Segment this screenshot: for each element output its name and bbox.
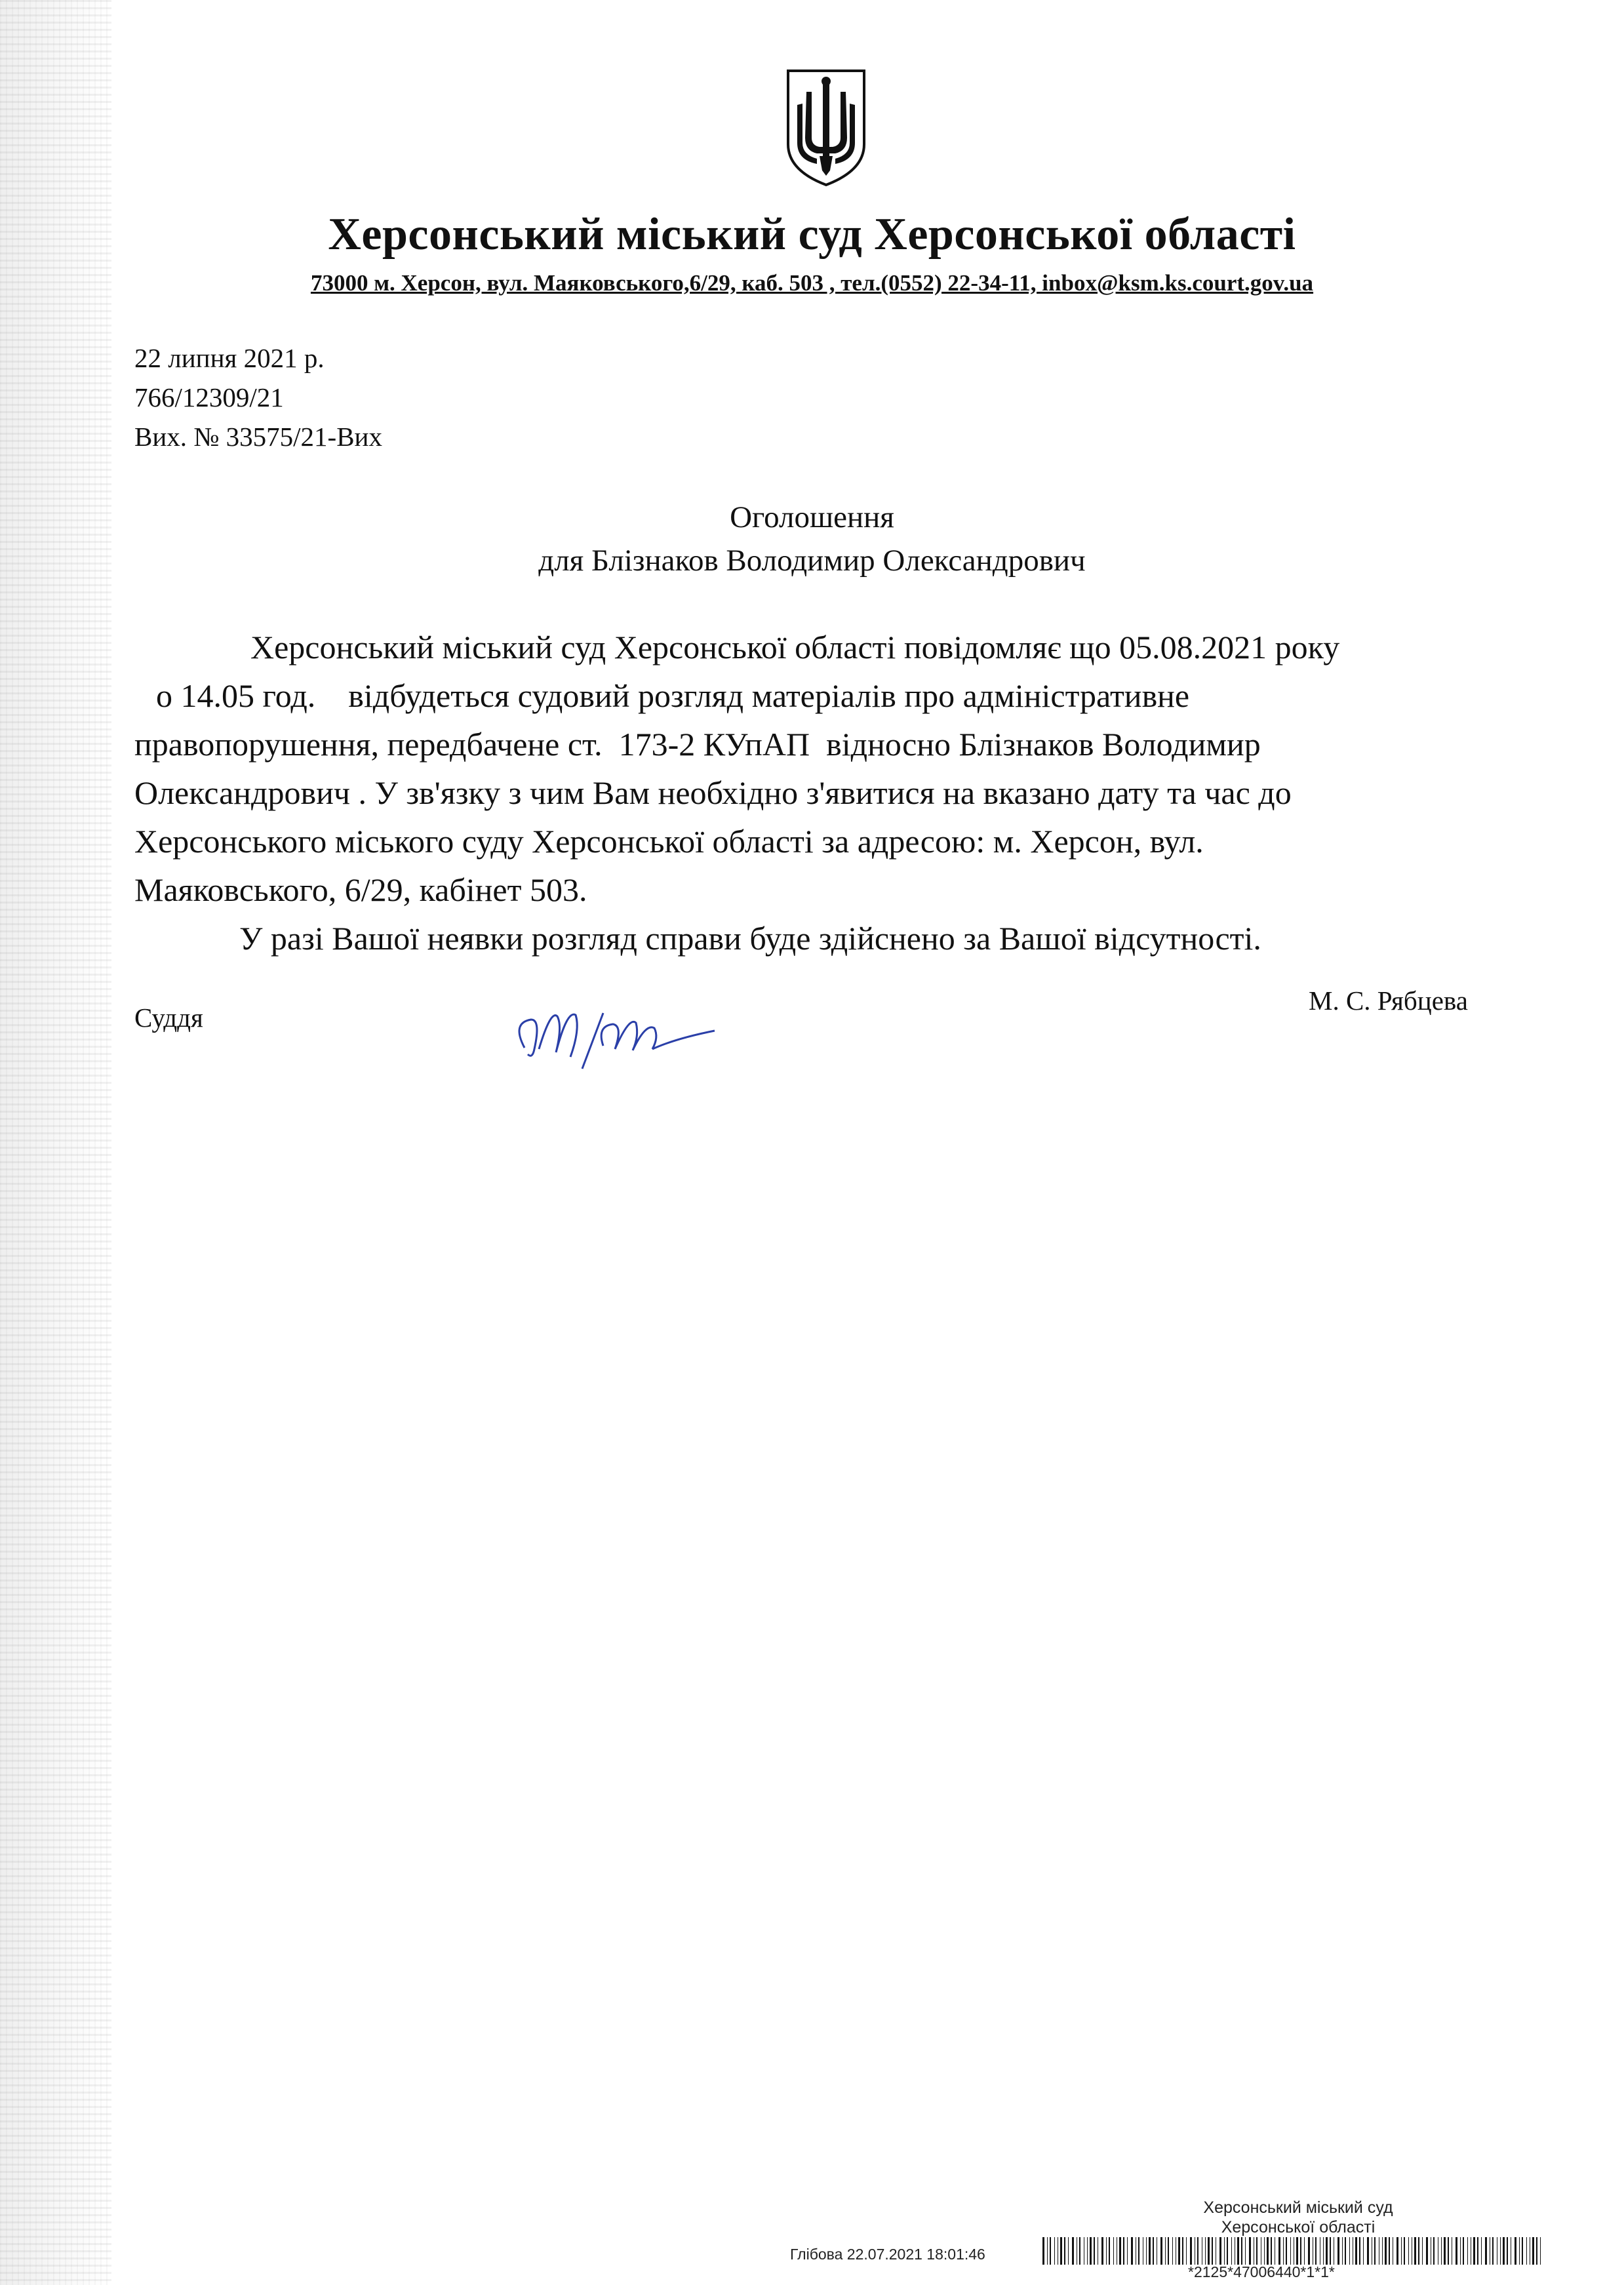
scan-noise-edge (0, 0, 111, 2285)
court-title: Херсонський міський суд Херсонської області (328, 209, 1296, 260)
stamp-court-line-2: Херсонської області (1221, 2218, 1376, 2236)
stamp-clerk-and-time: Глібова 22.07.2021 18:01:46 (790, 2246, 985, 2263)
barcode-bar (1441, 2237, 1442, 2265)
barcode-bar (1444, 2237, 1446, 2265)
barcode-bar (1389, 2237, 1390, 2265)
barcode-bar (1345, 2237, 1346, 2265)
barcode-bar (1224, 2237, 1225, 2265)
registration-stamp (1174, 2198, 1423, 2237)
barcode-bar (1123, 2237, 1124, 2265)
barcode-text: *2125*47006440*1*1* (1188, 2263, 1335, 2280)
body-line-1: Херсонський міський суд Херсонської області повідомляє що 05.08.2021 року (250, 629, 1340, 666)
body-line-5: Херсонського міського суду Херсонської області за адресою: м. Херсон, вул. (134, 823, 1204, 860)
barcode-bar (1448, 2237, 1449, 2265)
barcode-bar (1090, 2237, 1092, 2265)
notice-title: Оголошення (730, 500, 894, 534)
barcode-bar (1304, 2237, 1305, 2265)
barcode-bar (1401, 2237, 1402, 2265)
barcode-bar (1101, 2237, 1103, 2265)
barcode-bar (1500, 2237, 1501, 2265)
barcode-bar (1231, 2237, 1232, 2265)
barcode-bar (1286, 2237, 1287, 2265)
judge-role-label: Суддя (134, 1003, 203, 1033)
barcode-bar (1323, 2237, 1324, 2265)
barcode-bar (1153, 2237, 1154, 2265)
barcode-bar (1138, 2237, 1139, 2265)
barcode-bar (1109, 2237, 1110, 2265)
barcode-bar (1396, 2237, 1398, 2265)
barcode-bar (1197, 2237, 1198, 2265)
barcode-bar (1205, 2237, 1206, 2265)
barcode-bar (1522, 2237, 1523, 2265)
barcode-bar (1315, 2237, 1317, 2265)
barcode-bar (1068, 2237, 1069, 2265)
body-line-2: о 14.05 год. відбудеться судовий розгляд матеріалів про адміністративне (156, 677, 1190, 714)
barcode-bar (1456, 2237, 1457, 2265)
barcode-bar (1241, 2237, 1242, 2265)
barcode-bar (1072, 2237, 1074, 2265)
judge-name: М. С. Рябцева (1309, 985, 1468, 1016)
barcode-bar (1382, 2237, 1383, 2265)
barcode-bar (1267, 2237, 1269, 2265)
barcode-bar (1330, 2237, 1331, 2265)
barcode-bar (1131, 2237, 1133, 2265)
barcode-bar (1507, 2237, 1508, 2265)
barcode-bar (1249, 2237, 1251, 2265)
barcode-bar (1079, 2237, 1080, 2265)
barcode-bar (1127, 2237, 1128, 2265)
court-address: 73000 м. Херсон, вул. Маяковського,6/29, каб. 503 , тел.(0552) 22-34-11, inbox@ksm.ks.court.gov.ua (310, 270, 1314, 296)
body-line-3: правопорушення, передбачене ст. 173-2 КУпАП відносно Блізнаков Володимир (134, 726, 1261, 763)
barcode-bar (1408, 2237, 1409, 2265)
barcode-bar (1481, 2237, 1482, 2265)
barcode-bar (1300, 2237, 1301, 2265)
barcode-bar (1359, 2237, 1360, 2265)
barcode-bar (1433, 2237, 1435, 2265)
barcode-bar (1374, 2237, 1376, 2265)
barcode-bar (1149, 2237, 1151, 2265)
barcode-bar (1532, 2237, 1534, 2265)
barcode-bar (1422, 2237, 1423, 2265)
barcode-bar (1178, 2237, 1180, 2265)
barcode-bar (1418, 2237, 1419, 2265)
barcode-bar (1106, 2237, 1107, 2265)
barcode-bar (1146, 2237, 1147, 2265)
barcode-bar (1160, 2237, 1162, 2265)
body-line-6: Маяковського, 6/29, кабінет 503. (134, 871, 587, 908)
barcode-bar (1367, 2237, 1369, 2265)
case-number: 766/12309/21 (134, 382, 284, 412)
barcode-bar (1385, 2237, 1387, 2265)
notice-recipient: для Блізнаков Володимир Олександрович (538, 544, 1086, 578)
barcode-bar (1245, 2237, 1246, 2265)
trident-emblem-icon (780, 66, 872, 190)
body-line-4: Олександрович . У зв'язку з чим Вам необхідно з'явитися на вказано дату та час до (134, 774, 1292, 811)
barcode-bar (1186, 2237, 1187, 2265)
barcode-bar (1172, 2237, 1173, 2265)
barcode-bar (1536, 2237, 1537, 2265)
barcode-bar (1212, 2237, 1213, 2265)
barcode-bar (1168, 2237, 1169, 2265)
barcode-bar (1473, 2237, 1475, 2265)
barcode-bar (1342, 2237, 1343, 2265)
barcode-bar (1165, 2237, 1166, 2265)
barcode-bar (1326, 2237, 1328, 2265)
barcode-bar (1113, 2237, 1114, 2265)
barcode-bar (1404, 2237, 1405, 2265)
barcode-bar (1208, 2237, 1210, 2265)
barcode-bar (1064, 2237, 1065, 2265)
barcode-bar (1278, 2237, 1280, 2265)
barcode-bar (1515, 2237, 1516, 2265)
barcode-bar (1519, 2237, 1520, 2265)
barcode-bar (1414, 2237, 1416, 2265)
barcode-bar (1237, 2237, 1239, 2265)
barcode-bar (1308, 2237, 1310, 2265)
barcode-bar (1050, 2237, 1051, 2265)
stamp-court-line-1: Херсонський міський суд (1203, 2198, 1393, 2217)
barcode-bar (1526, 2237, 1527, 2265)
outgoing-number: Вих. № 33575/21-Вих (134, 422, 382, 452)
handwritten-signature (505, 997, 721, 1075)
barcode-bar (1182, 2237, 1183, 2265)
barcode-bar (1492, 2237, 1494, 2265)
barcode-bar (1426, 2237, 1428, 2265)
barcode-bar (1477, 2237, 1478, 2265)
barcode (1042, 2237, 1547, 2265)
barcode-bar (1503, 2237, 1505, 2265)
barcode-bar (1227, 2237, 1228, 2265)
barcode-bar (1290, 2237, 1291, 2265)
document-date: 22 липня 2021 р. (134, 343, 325, 373)
barcode-bar (1463, 2237, 1464, 2265)
barcode-bar (1271, 2237, 1272, 2265)
barcode-bar (1087, 2237, 1088, 2265)
barcode-bar (1355, 2237, 1357, 2265)
barcode-bar (1119, 2237, 1121, 2265)
barcode-bar (1094, 2237, 1095, 2265)
barcode-bar (1283, 2237, 1284, 2265)
barcode-bar (1485, 2237, 1487, 2265)
barcode-bar (1460, 2237, 1461, 2265)
barcode-bar (1060, 2237, 1062, 2265)
barcode-bar (1363, 2237, 1364, 2265)
barcode-bar (1219, 2237, 1221, 2265)
barcode-bar (1190, 2237, 1192, 2265)
barcode-bar (1349, 2237, 1350, 2265)
barcode-bar (1337, 2237, 1339, 2265)
barcode-bar (1264, 2237, 1265, 2265)
barcode-bar (1467, 2237, 1468, 2265)
barcode-bar (1047, 2237, 1048, 2265)
barcode-bar (1042, 2237, 1044, 2265)
barcode-bar (1256, 2237, 1258, 2265)
barcode-bar (1296, 2237, 1298, 2265)
body-line-7: У разі Вашої неявки розгляд справи буде здійснено за Вашої відсутності. (239, 920, 1261, 957)
barcode-bar (1054, 2237, 1055, 2265)
barcode-bar (1540, 2237, 1541, 2265)
